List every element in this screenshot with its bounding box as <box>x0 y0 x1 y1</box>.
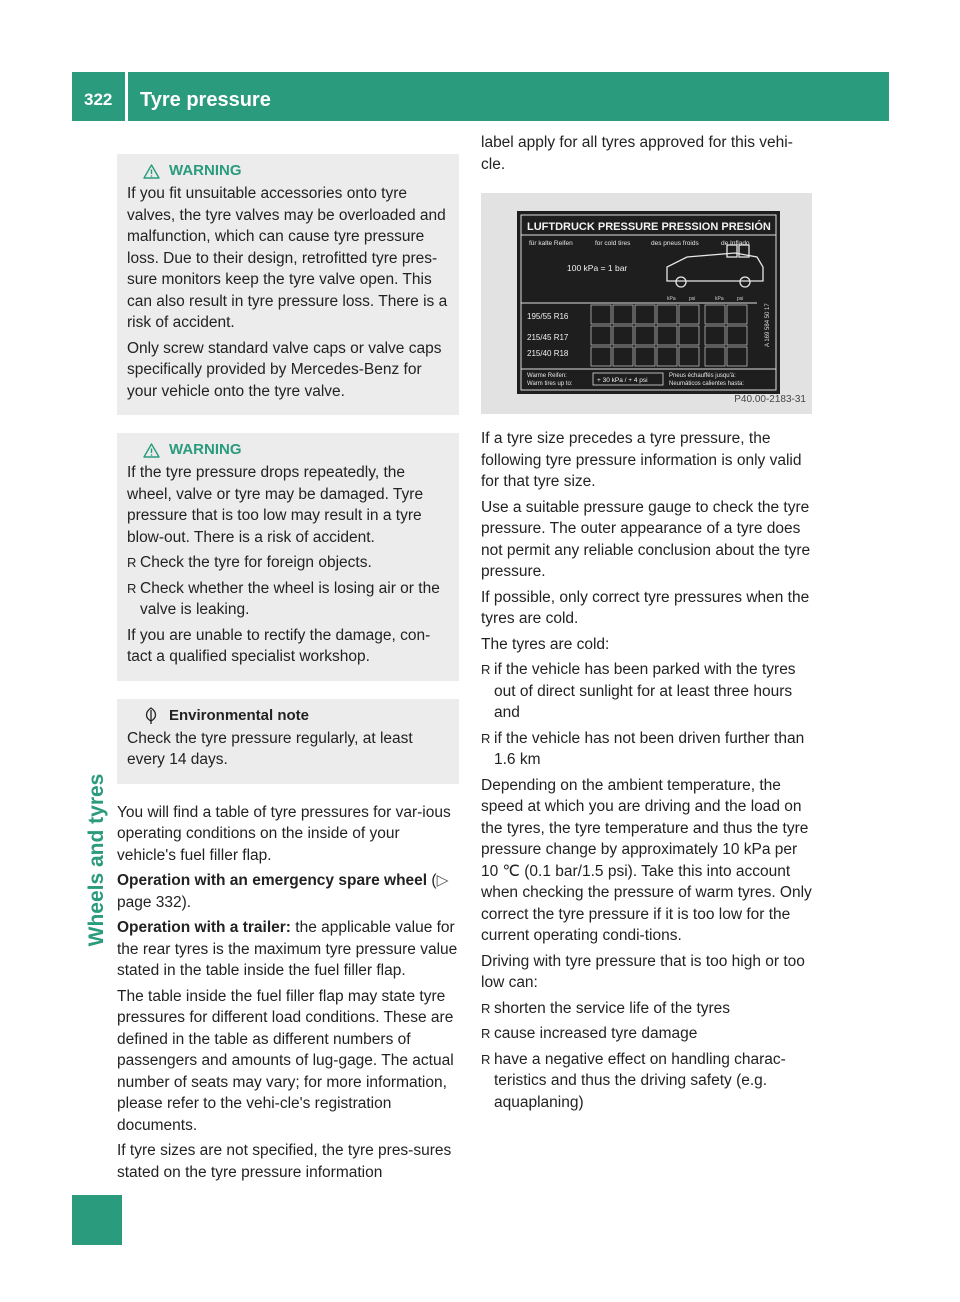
plate-warm-label: Warme Reifen: <box>527 373 567 379</box>
plate-subhead: für kalte Reifen <box>529 240 573 247</box>
plate-unit: kPa <box>667 296 676 302</box>
list-item: R have a negative effect on handling charac-teristics and thus the driving safety (e.g. aquaplaning) <box>481 1049 812 1114</box>
plate-warm-label: Warm tires up to: <box>527 381 573 387</box>
list-item: R cause increased tyre damage <box>481 1023 812 1045</box>
plate-unit: psi <box>737 296 744 302</box>
list-item: R Check the tyre for foreign objects. <box>127 552 449 574</box>
plate-tyre-size: 195/55 R16 <box>527 312 569 321</box>
plate-unit: kPa <box>715 296 724 302</box>
warning-box-pressure-drop <box>117 433 459 681</box>
paragraph: If a tyre size precedes a tyre pressure, the following tyre pressure information is only valid for that tyre size. <box>481 430 802 490</box>
leaf-icon <box>143 707 159 725</box>
warning-triangle-icon <box>143 443 160 458</box>
paragraph: label apply for all tyres approved for this vehi-cle. <box>481 134 793 173</box>
chapter-tab <box>72 1195 122 1245</box>
list-item: R if the vehicle has been parked with the tyres out of direct sunlight for at least three hours and <box>481 659 812 724</box>
paragraph: Use a suitable pressure gauge to check the tyre pressure. The outer appearance of a tyre does not permit any reliable conclusion about the tyre pressure. <box>481 498 811 580</box>
environmental-note-title: Environmental note <box>169 706 310 724</box>
page-reference-link[interactable]: page 332). <box>117 893 192 911</box>
warning-text: If you are unable to rectify the damage, con-tact a qualified specialist workshop. <box>127 626 431 665</box>
plate-conversion: 100 kPa = 1 bar <box>567 263 628 273</box>
warning-text: If the tyre pressure drops repeatedly, the wheel, valve or tyre may be damaged. Tyre pressure that is too low may result in a tyre blow-out. There is a risk of accident. <box>127 464 424 546</box>
warning-text: If you fit unsuitable accessories onto tyre valves, the tyre valves may be overloaded and malfunction, which can cause tyre pressure loss. Due to their design, retrofitted tyre pres-sure monitors keep the tyre valve open. This can also result in tyre pressure loss. There is a risk of accident. <box>127 185 448 331</box>
paragraph: Driving with tyre pressure that is too high or too low can: <box>481 952 805 991</box>
warning-title: WARNING <box>169 441 242 458</box>
list-item: R shorten the service life of the tyres <box>481 998 812 1020</box>
bullet-marker: R <box>127 555 137 570</box>
figure-code: P40.00-2183-31 <box>734 393 806 405</box>
plate-subhead: de Inflado <box>721 240 750 247</box>
paragraph: Depending on the ambient temperature, the speed at which you are driving and the load on the tyres, the tyre temperature and thus the tyre pressure change by approximately 10 kPa per 10 ℃ (0.1 bar/1.5 psi). Take this into account when checking the pressure of warm tyres. Only correct the tyre pressure if it is too low for the current operating condi-tions. <box>481 776 812 944</box>
plate-unit: psi <box>689 296 696 302</box>
header-divider <box>125 72 128 121</box>
warning-text: Only screw standard valve caps or valve caps specifically provided by Mercedes-Benz for your vehicle onto the tyre valve. <box>127 339 442 400</box>
tyre-pressure-plate-graphic <box>517 211 780 394</box>
plate-tyre-size: 215/45 R17 <box>527 333 569 342</box>
plate-tyre-size: 215/40 R18 <box>527 349 569 358</box>
paragraph: The table inside the fuel filler flap may state tyre pressures for different load conditions. These are defined in the table as different numbers of passengers and amounts of lug-gage. The actual number of seats may vary; for more information, please refer to the vehi-cle's registration documents. <box>117 987 454 1134</box>
paragraph: If tyre sizes are not specified, the tyre pres-sures stated on the tyre pressure information <box>117 1142 452 1181</box>
pressure-grid <box>591 305 747 366</box>
tyre-pressure-plate <box>517 211 780 394</box>
paragraph: Operation with a trailer: the applicable value for the rear tyres is the maximum tyre pressure value stated in the table inside the fuel filler flap. <box>117 919 458 979</box>
plate-warm-label: Pneus échauffés jusqu'à: <box>669 373 736 379</box>
bullet-marker: R <box>481 1000 491 1016</box>
warning-triangle-icon <box>143 164 160 179</box>
plate-part-number: A 169 584 50 17 <box>765 303 771 347</box>
list-item: R Check whether the wheel is losing air or the valve is leaking. <box>127 578 449 621</box>
paragraph: The tyres are cold: <box>481 635 610 653</box>
bullet-marker: R <box>481 1026 491 1041</box>
plate-subhead: des pneus froids <box>651 240 699 247</box>
car-silhouette-icon <box>667 245 763 287</box>
plate-heading: LUFTDRUCK PRESSURE PRESSION PRESIÓN <box>527 221 771 233</box>
list-item: R if the vehicle has not been driven further than 1.6 km <box>481 728 812 771</box>
page-title: Tyre pressure <box>140 89 271 111</box>
plate-subhead: for cold tires <box>595 240 631 247</box>
bullet-marker: R <box>481 730 491 746</box>
plate-warm-label: Neumáticos calientes hasta: <box>669 381 745 387</box>
warning-title: WARNING <box>169 162 242 179</box>
tyre-pressure-label-figure <box>481 193 812 414</box>
bullet-marker: R <box>481 662 491 677</box>
page-reference-arrow-icon: ▷ <box>436 872 449 889</box>
page-number: 322 <box>84 90 113 109</box>
paragraph: You will find a table of tyre pressures for var-ious operating conditions on the inside of your vehicle's fuel filler flap. <box>117 803 451 864</box>
right-column <box>481 132 812 1117</box>
bullet-marker: R <box>481 1051 491 1067</box>
left-column <box>117 154 459 1187</box>
warning-box-accessories <box>117 154 459 415</box>
paragraph: Operation with an emergency spare wheel (▷ page 332). <box>117 872 449 911</box>
bullet-marker: R <box>127 580 137 596</box>
environmental-note-box <box>117 699 459 784</box>
plate-warm-value: + 30 kPa / + 4 psi <box>597 377 648 384</box>
paragraph: If possible, only correct tyre pressures when the tyres are cold. <box>481 588 810 627</box>
chapter-label: Wheels and tyres <box>85 773 108 947</box>
environmental-note-text: Check the tyre pressure regularly, at least every 14 days. <box>127 729 413 768</box>
